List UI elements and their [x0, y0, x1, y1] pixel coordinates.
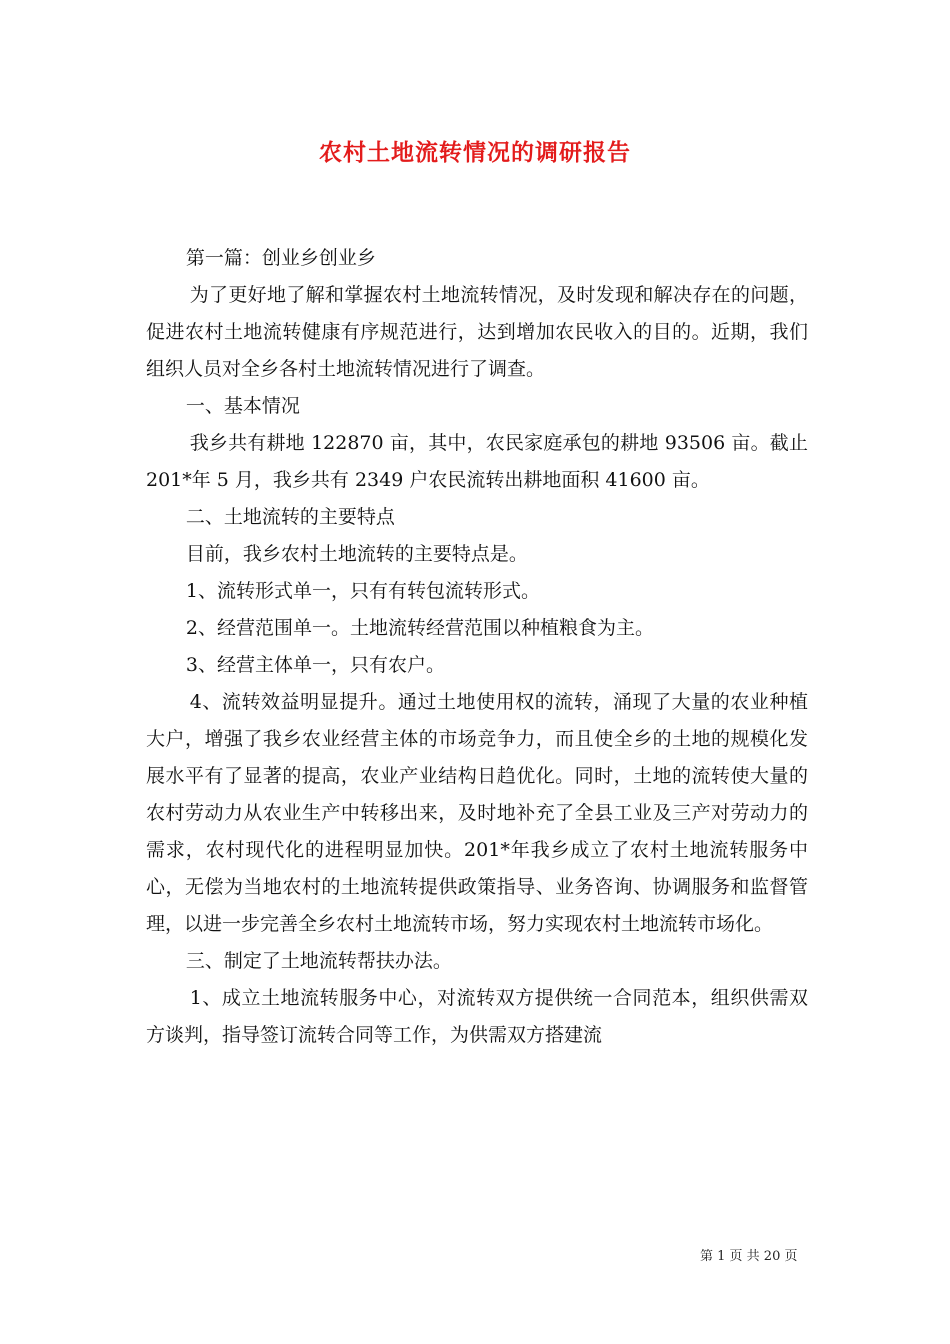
list-item: 4、流转效益明显提升。通过土地使用权的流转，涌现了大量的农业种植大户，增强了我乡农业经营主体的市场竞争力，而且使全乡的土地的规模化发展水平有了显著的提高，农业产业结构日趋优化。同时，土地的流转使大量的农村劳动力从农业生产中转移出来，及时地补充了全县工业及三产对劳动力的需求，农村现代化的进程明显加快。201*年我乡成立了农村土地流转服务中心，无偿为当地农村的土地流转提供政策指导、业务咨询、协调服务和监督管理，以进一步完善全乡农村土地流转市场，努力实现农村土地流转市场化。	[146, 691, 808, 935]
section-heading: 二、土地流转的主要特点	[185, 506, 395, 528]
document-body	[146, 240, 808, 1054]
section-heading: 第一篇：创业乡创业乡	[185, 247, 376, 269]
list-item: 1、流转形式单一，只有有转包流转形式。	[185, 580, 540, 602]
body-paragraph: 目前，我乡农村土地流转的主要特点是。	[185, 543, 528, 565]
section-heading: 三、制定了土地流转帮扶办法。	[185, 950, 452, 972]
body-paragraph: 为了更好地了解和掌握农村土地流转情况，及时发现和解决存在的问题，促进农村土地流转健康有序规范进行，达到增加农民收入的目的。近期，我们组织人员对全乡各村土地流转情况进行了调查。	[146, 284, 808, 380]
body-paragraph: 我乡共有耕地 122870 亩，其中，农民家庭承包的耕地 93506 亩。截止 201*年 5 月，我乡共有 2349 户农民流转出耕地面积 41600 亩。	[146, 432, 808, 491]
list-item: 3、经营主体单一，只有农户。	[185, 654, 445, 676]
list-item: 1、成立土地流转服务中心，对流转双方提供统一合同范本，组织供需双方谈判，指导签订流转合同等工作，为供需双方搭建流	[146, 987, 808, 1046]
section-heading: 一、基本情况	[185, 395, 300, 417]
list-item: 2、经营范围单一。土地流转经营范围以种植粮食为主。	[185, 617, 654, 639]
document-title: 农村土地流转情况的调研报告	[319, 139, 631, 166]
page-number: 第 1 页 共 20 页	[700, 1249, 798, 1264]
